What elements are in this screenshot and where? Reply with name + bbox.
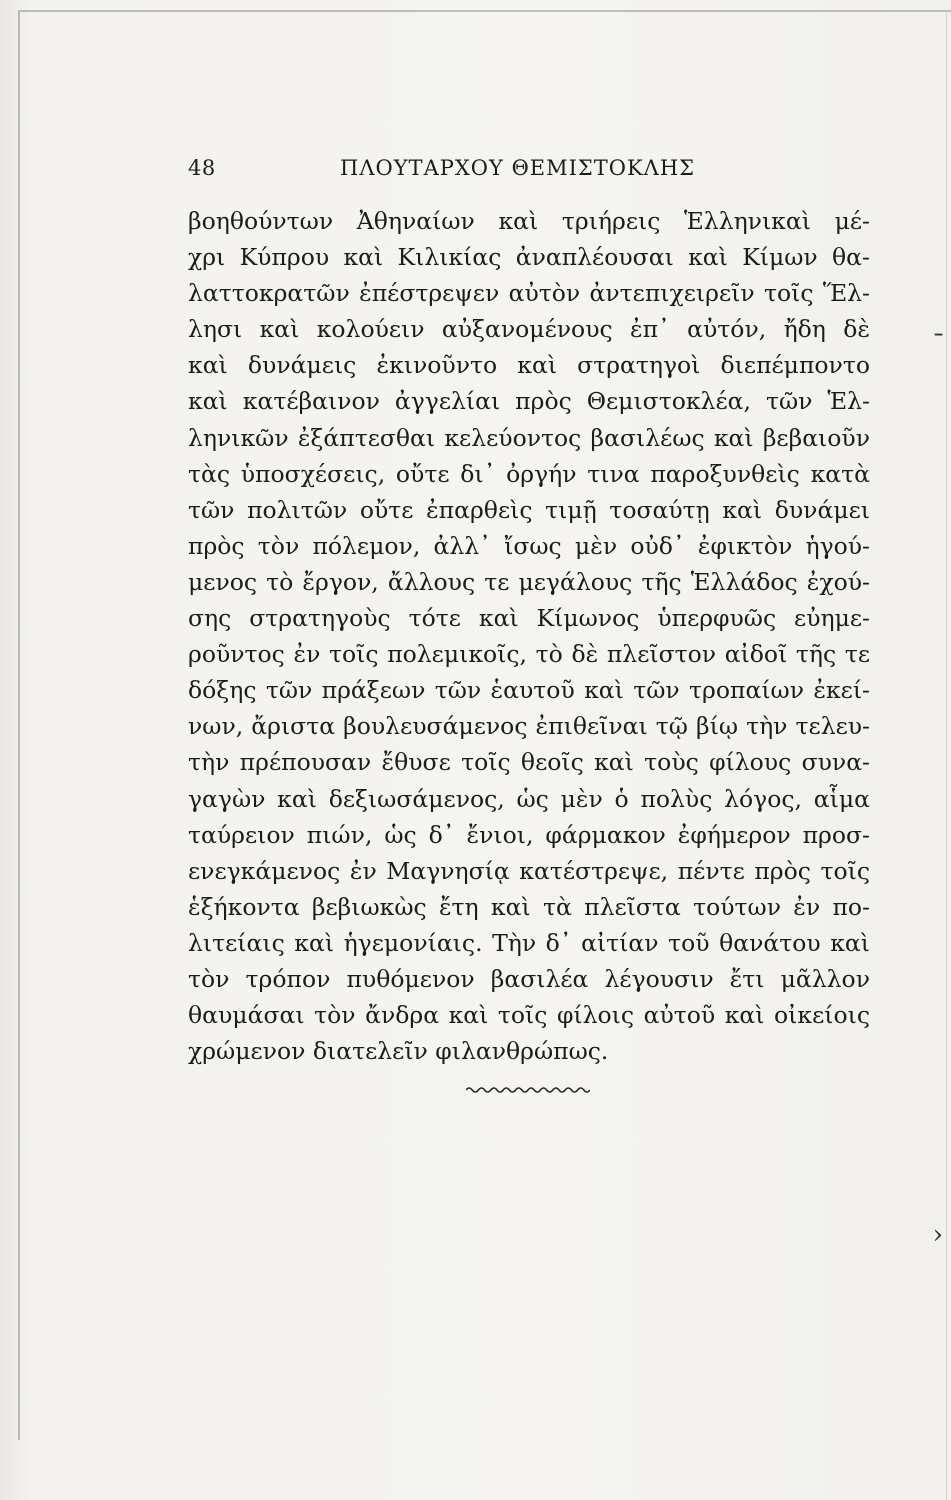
page-number: 48 — [188, 156, 216, 180]
running-title: ΠΛΟΥΤΑΡΧΟΥ ΘΕΜΙΣΤΟΚΛΗΣ — [340, 156, 695, 180]
text-line: βοηθούντων Ἀθηναίων καὶ τριήρεις Ἑλληνικαὶ μέ- — [188, 207, 870, 235]
page-edge-top — [20, 10, 951, 12]
margin-mark-icon: ˉ — [932, 330, 945, 360]
margin-mark-icon: › — [932, 1220, 943, 1250]
text-line: ἑξήκοντα βεβιωκὼς ἔτη καὶ τὰ πλεῖστα τούτων ἐν πο- — [188, 892, 870, 921]
text-line: χρώμενον διατελεῖν φιλανθρώπως. — [188, 1037, 609, 1066]
text-line: τῶν πολιτῶν οὔτε ἐπαρθεὶς τιμῇ τοσαύτῃ καὶ δυνάμει — [188, 495, 870, 524]
text-line: τὴν πρέπουσαν ἔθυσε τοῖς θεοῖς καὶ τοὺς φίλους συνα- — [188, 748, 870, 777]
text-line: μενος τὸ ἔργον, ἄλλους τε μεγάλους τῆς Ἑλλάδος ἐχού- — [188, 567, 870, 596]
text-line: τὰς ὑποσχέσεις, οὔτε δι᾿ ὀργήν τινα παροξυνθεὶς κατὰ — [188, 459, 870, 488]
text-line: λιτείαις καὶ ἡγεμονίαις. Τὴν δ᾿ αἰτίαν τοῦ θανάτου καὶ — [188, 928, 870, 957]
text-line: ενεγκάμενος ἐν Μαγνησίᾳ κατέστρεψε, πέντε πρὸς τοῖς — [188, 856, 870, 885]
text-line: θαυμάσαι τὸν ἄνδρα καὶ τοῖς φίλοις αὐτοῦ καὶ οἰκείοις — [188, 1001, 870, 1030]
text-line: καὶ δυνάμεις ἐκινοῦντο καὶ στρατηγοὶ διεπέμποντο — [188, 351, 870, 380]
page-edge-right — [946, 10, 947, 1500]
page-edge-left — [18, 10, 20, 1440]
text-line: ροῦντος ἐν τοῖς πολεμικοῖς, τὸ δὲ πλεῖστον αἰδοῖ τῆς τε — [188, 640, 870, 669]
text-line: λαττοκρατῶν ἐπέστρεψεν αὐτὸν ἀντεπιχειρεῖν τοῖς Ἕλ- — [188, 279, 870, 308]
text-line: καὶ κατέβαινον ἀγγελίαι πρὸς Θεμιστοκλέα, τῶν Ἑλ- — [188, 387, 870, 416]
wavy-rule-ornament-icon — [466, 1083, 590, 1095]
text-line: τὸν τρόπον πυθόμενον βασιλέα λέγουσιν ἔτι μᾶλλον — [188, 964, 870, 993]
text-line: γαγὼν καὶ δεξιωσάμενος, ὡς μὲν ὁ πολὺς λόγος, αἷμα — [188, 784, 870, 813]
body-text — [188, 203, 870, 1069]
text-line: δόξης τῶν πράξεων τῶν ἑαυτοῦ καὶ τῶν τροπαίων ἐκεί- — [188, 676, 870, 705]
text-line: ταύρειον πιών, ὡς δ᾿ ἔνιοι, φάρμακον ἐφήμερον προσ- — [188, 820, 870, 849]
text-line: ληνικῶν ἐξάπτεσθαι κελεύοντος βασιλέως καὶ βεβαιοῦν — [188, 423, 870, 452]
text-line: πρὸς τὸν πόλεμον, ἀλλ᾿ ἴσως μὲν οὐδ᾿ ἐφικτὸν ἡγού- — [188, 531, 870, 560]
text-line: νων, ἄριστα βουλευσάμενος ἐπιθεῖναι τῷ βίῳ τὴν τελευ- — [188, 712, 870, 741]
text-line: λησι καὶ κολούειν αὐξανομένους ἐπ᾿ αὐτόν, ἤδη δὲ — [188, 315, 870, 344]
page-header — [188, 156, 870, 190]
text-line: σης στρατηγοὺς τότε καὶ Κίμωνος ὑπερφυῶς εὐημε- — [188, 604, 870, 633]
text-line: χρι Κύπρου καὶ Κιλικίας ἀναπλέουσαι καὶ Κίμων θα- — [188, 243, 870, 272]
